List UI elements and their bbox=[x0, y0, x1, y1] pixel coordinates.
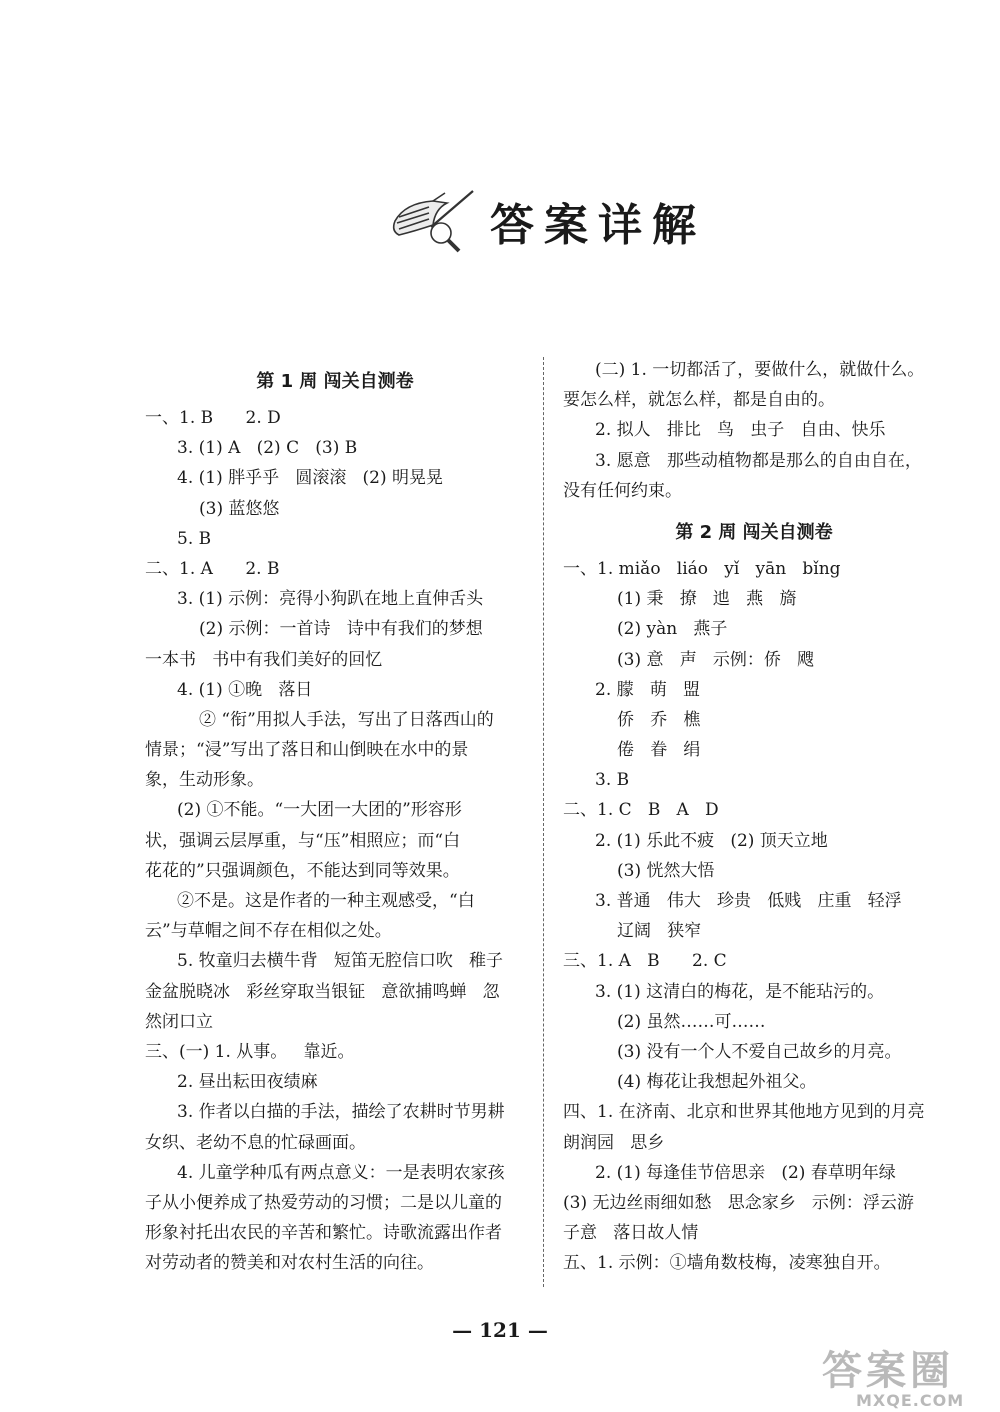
answer-line: 三、1. A B 2. C bbox=[563, 951, 727, 972]
page-title: 答案详解 bbox=[490, 200, 706, 251]
answer-line: (2) 虽然……可…… bbox=[617, 1011, 766, 1032]
answer-line: 要怎么样，就怎么样，都是自由的。 bbox=[563, 390, 835, 411]
section-title-week1: 第 1 周 闯关自测卷 bbox=[256, 371, 414, 392]
answer-line: 四、1. 在济南、北京和世界其他地方见到的月亮 bbox=[563, 1102, 925, 1123]
answer-line: 2. 昼出耘田夜绩麻 bbox=[177, 1072, 318, 1093]
section-title-week2: 第 2 周 闯关自测卷 bbox=[675, 521, 833, 543]
answer-line: 2. 拟人 排比 鸟 虫子 自由、快乐 bbox=[595, 420, 886, 441]
answer-line: 状，强调云层厚重，与“压”相照应；而“白 bbox=[145, 830, 461, 851]
answer-line: 五、1. 示例：①墙角数枝梅，凌寒独自开。 bbox=[563, 1253, 891, 1274]
watermark-logo-text: 答案圈 bbox=[822, 1348, 954, 1394]
answer-line: 然闭口立 bbox=[145, 1011, 213, 1032]
answer-line: ② “衔”用拟人手法，写出了日落西山的 bbox=[199, 709, 494, 730]
answer-line: (3) 蓝悠悠 bbox=[199, 498, 280, 519]
answer-line: 二、1. C B A D bbox=[563, 800, 719, 821]
answer-line: 3. (1) A (2) C (3) B bbox=[177, 438, 358, 459]
answer-line: 3. B bbox=[595, 770, 630, 791]
answer-line: 朗润园 思乡 bbox=[563, 1132, 665, 1153]
answer-line: 一、1. miǎo liáo yǐ yān bǐng bbox=[563, 558, 841, 579]
answer-line: 云”与草帽之间不存在相似之处。 bbox=[145, 921, 392, 942]
answer-line: 没有任何约束。 bbox=[563, 480, 682, 501]
answer-line: 象，生动形象。 bbox=[145, 770, 264, 791]
answer-line: 子从小便养成了热爱劳动的习惯；二是以儿童的 bbox=[145, 1192, 502, 1213]
answer-line: (1) 秉 撩 迆 燕 旖 bbox=[617, 589, 797, 610]
answer-line: (二) 1. 一切都活了，要做什么，就做什么。 bbox=[595, 360, 925, 380]
answer-line: 3. 普通 伟大 珍贵 低贱 庄重 轻浮 bbox=[595, 891, 902, 911]
answer-line: (3) 恍然大悟 bbox=[617, 860, 715, 881]
answer-line: 5. 牧童归去横牛背 短笛无腔信口吹 稚子 bbox=[177, 951, 504, 972]
answer-line: 花花的”只强调颜色，不能达到同等效果。 bbox=[145, 860, 460, 881]
answer-line: 金盆脱晓冰 彩丝穿取当银钲 意欲捕鸣蝉 忽 bbox=[145, 981, 500, 1002]
answer-line: 一、1. B 2. D bbox=[145, 408, 281, 428]
answer-line: ②不是。这是作者的一种主观感受，“白 bbox=[177, 891, 475, 911]
answer-line: (3) 无边丝雨细如愁 思念家乡 示例：浮云游 bbox=[563, 1192, 914, 1213]
answer-line: 辽阔 狭窄 bbox=[617, 921, 702, 942]
answer-line: 二、1. A 2. B bbox=[145, 558, 280, 579]
watermark-url: MXQE.COM bbox=[856, 1391, 965, 1410]
answer-line: (3) 意 声 示例：侨 飕 bbox=[617, 649, 815, 670]
answer-line: (2) yàn 燕子 bbox=[617, 619, 728, 640]
answer-line: 5. B bbox=[177, 528, 212, 549]
page-number: — 121 — bbox=[452, 1318, 548, 1342]
answer-line: 2. (1) 每逢佳节倍思亲 (2) 春草明年绿 bbox=[595, 1162, 896, 1183]
scroll-magnifier-icon bbox=[385, 181, 485, 256]
answer-line: 3. (1) 示例：亮得小狗趴在地上直伸舌头 bbox=[177, 589, 484, 610]
answer-line: 侨 乔 樵 bbox=[617, 709, 701, 730]
answer-line: 4. (1) 胖乎乎 圆滚滚 (2) 明晃晃 bbox=[177, 468, 444, 489]
answer-line: 一本书 书中有我们美好的回忆 bbox=[145, 649, 383, 670]
left-column bbox=[145, 365, 525, 1278]
answer-line: 4. (1) ①晚 落日 bbox=[177, 679, 313, 700]
column-divider bbox=[543, 357, 544, 1287]
answer-line: (2) 示例：一首诗 诗中有我们的梦想 bbox=[199, 619, 483, 640]
answer-line: 3. 愿意 那些动植物都是那么的自由自在， bbox=[595, 450, 922, 471]
answer-line: 2. 朦 萌 盟 bbox=[595, 679, 701, 700]
answer-line: 倦 眷 绢 bbox=[617, 740, 701, 761]
answer-line: 对劳动者的赞美和对农村生活的向往。 bbox=[145, 1253, 434, 1274]
answer-line: 情景；“浸”写出了落日和山倒映在水中的景 bbox=[145, 740, 469, 761]
site-watermark bbox=[810, 1350, 1000, 1412]
answer-line: 子意 落日故人情 bbox=[563, 1223, 699, 1244]
answer-line: (4) 梅花让我想起外祖父。 bbox=[617, 1072, 817, 1093]
answer-line: 三、(一) 1. 从事。 靠近。 bbox=[145, 1041, 355, 1062]
right-column bbox=[563, 355, 945, 1278]
answer-line: 女织、老幼不息的忙碌画面。 bbox=[145, 1132, 366, 1153]
answer-line: 3. (1) 这清白的梅花，是不能玷污的。 bbox=[595, 981, 885, 1002]
answer-line: (2) ①不能。“一大团一大团的”形容形 bbox=[177, 800, 462, 821]
answer-line: (3) 没有一个人不爱自己故乡的月亮。 bbox=[617, 1041, 902, 1062]
answer-line: 4. 儿童学种瓜有两点意义：一是表明农家孩 bbox=[177, 1162, 505, 1183]
page-header bbox=[0, 175, 1000, 265]
answer-line: 3. 作者以白描的手法，描绘了农耕时节男耕 bbox=[177, 1102, 505, 1123]
answer-line: 形象衬托出农民的辛苦和繁忙。诗歌流露出作者 bbox=[145, 1223, 502, 1244]
answer-line: 2. (1) 乐此不疲 (2) 顶天立地 bbox=[595, 830, 828, 851]
